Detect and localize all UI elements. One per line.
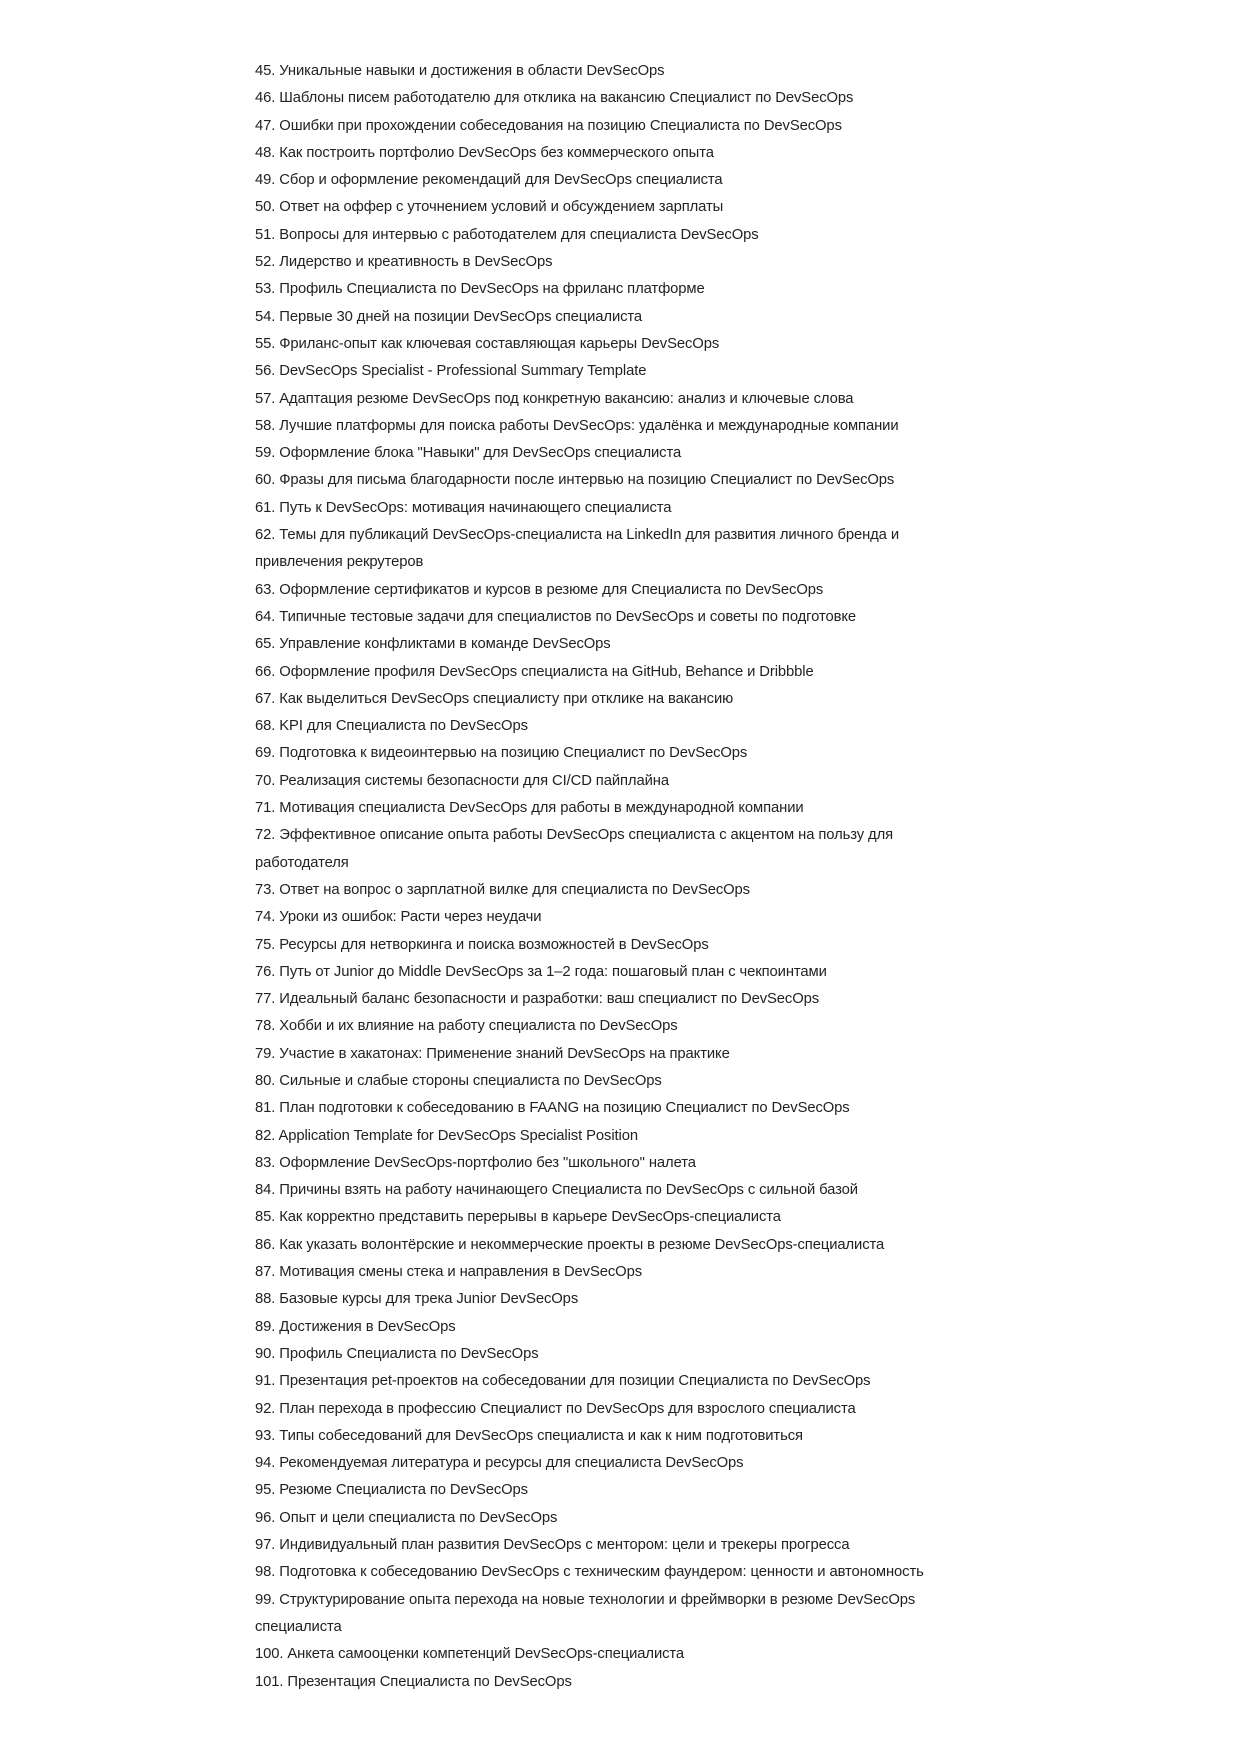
list-item: 92. План перехода в профессию Специалист по DevSecOps для взрослого специалиста — [255, 1400, 856, 1417]
list-item: 78. Хобби и их влияние на работу специалиста по DevSecOps — [255, 1018, 678, 1035]
list-item: 70. Реализация системы безопасности для CI/CD пайплайна — [255, 772, 669, 789]
list-item: 88. Базовые курсы для трека Junior DevSecOps — [255, 1291, 579, 1308]
list-item: 66. Оформление профиля DevSecOps специалиста на GitHub, Behance и Dribbble — [255, 663, 814, 680]
list-item: 63. Оформление сертификатов и курсов в резюме для Специалиста по DevSecOps — [255, 581, 824, 598]
list-item: 74. Уроки из ошибок: Расти через неудачи — [255, 909, 542, 926]
list-item: 65. Управление конфликтами в команде DevSecOps — [255, 636, 611, 653]
list-item: 77. Идеальный баланс безопасности и разработки: ваш специалист по DevSecOps — [255, 991, 820, 1008]
list-item: 46. Шаблоны писем работодателю для отклика на вакансию Специалист по DevSecOps — [255, 90, 854, 107]
list-item: 67. Как выделиться DevSecOps специалисту при отклике на вакансию — [255, 690, 734, 707]
list-item: 76. Путь от Junior до Middle DevSecOps за 1–2 года: пошаговый план с чекпоинтами — [255, 963, 827, 980]
list-item: 56. DevSecOps Specialist - Professional Summary Template — [255, 363, 647, 380]
list-item: 68. KPI для Специалиста по DevSecOps — [255, 718, 528, 735]
list-item: 51. Вопросы для интервью с работодателем для специалиста DevSecOps — [255, 226, 759, 243]
list-item: 80. Сильные и слабые стороны специалиста по DevSecOps — [255, 1072, 662, 1089]
list-item: 64. Типичные тестовые задачи для специалистов по DevSecOps и советы по подготовке — [255, 608, 857, 625]
list-item: 60. Фразы для письма благодарности после интервью на позицию Специалист по DevSecOps — [255, 472, 895, 489]
list-item: 83. Оформление DevSecOps-портфолио без "школьного" налета — [255, 1154, 696, 1171]
list-item: 55. Фриланс-опыт как ключевая составляющая карьеры DevSecOps — [255, 335, 720, 352]
list-item: 58. Лучшие платформы для поиска работы DevSecOps: удалёнка и международные компании — [255, 417, 899, 434]
list-item: 59. Оформление блока "Навыки" для DevSecOps специалиста — [255, 445, 682, 462]
list-item: 84. Причины взять на работу начинающего Специалиста по DevSecOps с сильной базой — [255, 1182, 858, 1199]
list-item: 87. Мотивация смены стека и направления в DevSecOps — [255, 1264, 643, 1281]
list-item: 93. Типы собеседований для DevSecOps специалиста и как к ним подготовиться — [255, 1427, 803, 1444]
list-item: 54. Первые 30 дней на позиции DevSecOps специалиста — [255, 308, 643, 325]
list-item: 61. Путь к DevSecOps: мотивация начинающего специалиста — [255, 499, 672, 516]
list-item: 97. Индивидуальный план развития DevSecOps с ментором: цели и трекеры прогресса — [255, 1537, 850, 1554]
list-item: 72. Эффективное описание опыта работы DevSecOps специалиста с акцентом на пользу для работодателя — [255, 827, 894, 871]
article-list — [255, 58, 987, 1696]
list-item: 79. Участие в хакатонах: Применение знаний DevSecOps на практике — [255, 1045, 730, 1062]
list-item: 45. Уникальные навыки и достижения в области DevSecOps — [255, 63, 665, 79]
list-item: 90. Профиль Специалиста по DevSecOps — [255, 1345, 539, 1362]
list-item: 69. Подготовка к видеоинтервью на позицию Специалист по DevSecOps — [255, 745, 748, 762]
list-item: 62. Темы для публикаций DevSecOps-специалиста на LinkedIn для развития личного бренда и привлечения рекрутеров — [255, 527, 899, 571]
list-item: 49. Сбор и оформление рекомендаций для DevSecOps специалиста — [255, 172, 723, 189]
list-item: 85. Как корректно представить перерывы в карьере DevSecOps-специалиста — [255, 1209, 781, 1226]
list-item: 50. Ответ на оффер с уточнением условий и обсуждением зарплаты — [255, 199, 724, 216]
list-item: 96. Опыт и цели специалиста по DevSecOps — [255, 1509, 558, 1526]
list-item: 98. Подготовка к собеседованию DevSecOps с техническим фаундером: ценности и автономность — [255, 1564, 924, 1581]
list-item: 82. Application Template for DevSecOps Specialist Position — [255, 1127, 638, 1144]
list-item: 94. Рекомендуемая литература и ресурсы для специалиста DevSecOps — [255, 1455, 744, 1472]
list-item: 100. Анкета самооценки компетенций DevSecOps-специалиста — [255, 1646, 685, 1663]
list-item: 73. Ответ на вопрос о зарплатной вилке для специалиста по DevSecOps — [255, 881, 750, 898]
list-item: 81. План подготовки к собеседованию в FAANG на позицию Специалист по DevSecOps — [255, 1100, 850, 1117]
list-item: 53. Профиль Специалиста по DevSecOps на фриланс платформе — [255, 281, 705, 298]
list-item: 95. Резюме Специалиста по DevSecOps — [255, 1482, 528, 1499]
list-item: 99. Структурирование опыта перехода на новые технологии и фреймворки в резюме DevSecOps специалиста — [255, 1591, 916, 1635]
list-item: 52. Лидерство и креативность в DevSecOps — [255, 254, 553, 271]
list-item: 48. Как построить портфолио DevSecOps без коммерческого опыта — [255, 144, 714, 161]
list-item: 91. Презентация pet-проектов на собеседовании для позиции Специалиста по DevSecOps — [255, 1373, 871, 1390]
list-item: 101. Презентация Специалиста по DevSecOps — [255, 1673, 572, 1690]
list-item: 86. Как указать волонтёрские и некоммерческие проекты в резюме DevSecOps-специалиста — [255, 1236, 885, 1253]
list-item: 89. Достижения в DevSecOps — [255, 1318, 456, 1335]
list-item: 57. Адаптация резюме DevSecOps под конкретную вакансию: анализ и ключевые слова — [255, 390, 854, 407]
list-item: 71. Мотивация специалиста DevSecOps для работы в международной компании — [255, 800, 804, 817]
list-item: 75. Ресурсы для нетворкинга и поиска возможностей в DevSecOps — [255, 936, 709, 953]
list-item: 47. Ошибки при прохождении собеседования на позицию Специалиста по DevSecOps — [255, 117, 842, 134]
